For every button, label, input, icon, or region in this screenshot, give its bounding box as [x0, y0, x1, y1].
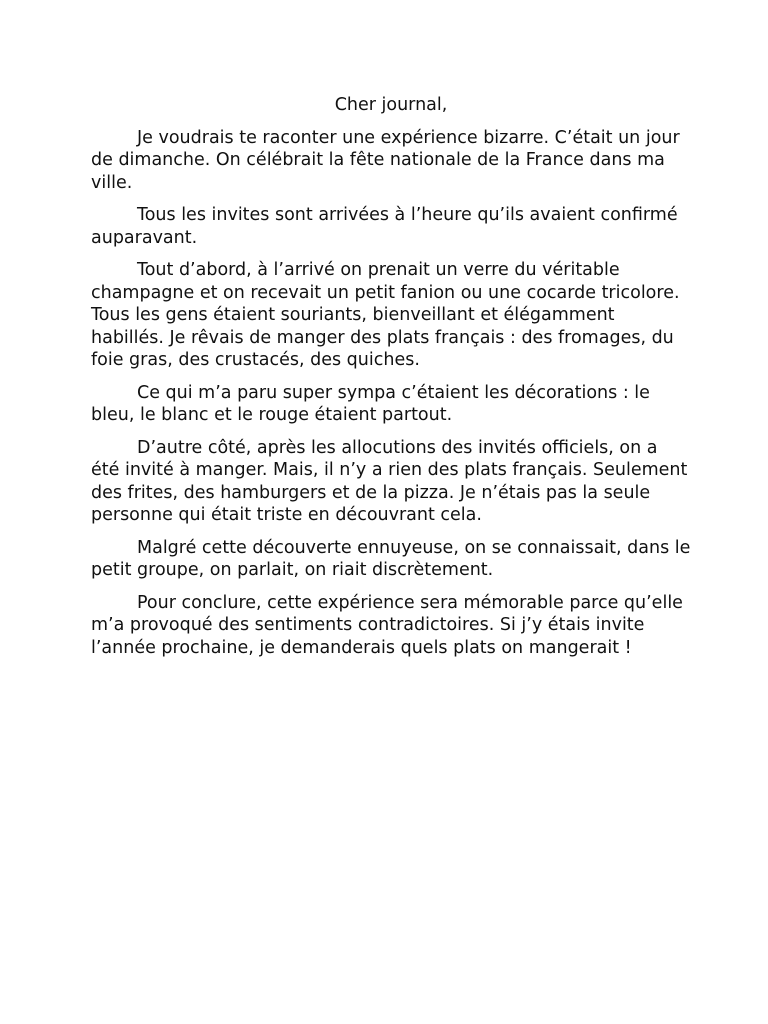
paragraph-1: Je voudrais te raconter une expérience bizarre. C’était un jour de dimanche. On célébrait la fête nationale de la France dans ma ville. — [91, 127, 680, 193]
paragraph-5: D’autre côté, après les allocutions des invités officiels, on a été invité à manger. Mais, il n’y a rien des plats français. Seulement des frites, des hamburgers et de la pizza. Je n’étais pas la seule personne qui était triste en découvrant cela. — [91, 437, 688, 525]
document-body — [91, 94, 691, 669]
paragraph-4: Ce qui m’a paru super sympa c’étaient les décorations : le bleu, le blanc et le rouge étaient partout. — [91, 382, 650, 425]
paragraph-6: Malgré cette découverte ennuyeuse, on se connaissait, dans le petit groupe, on parlait, on riait discrètement. — [91, 537, 691, 580]
greeting: Cher journal, — [334, 95, 448, 115]
paragraph-2: Tous les invites sont arrivées à l’heure qu’ils avaient confirmé auparavant. — [91, 205, 678, 248]
paragraph-7: Pour conclure, cette expérience sera mémorable parce qu’elle m’a provoqué des sentiments contradictoires. Si j’y étais invite l’année prochaine, je demanderais quels plats on mangerait ! — [91, 592, 683, 658]
paragraph-3: Tout d’abord, à l’arrivé on prenait un verre du véritable champagne et on recevait un petit fanion ou une cocarde tricolore. Tous les gens étaient souriants, bienveillant et élégamment habillés. Je rêvais de manger des plats français : des fromages, du foie gras, des crustacés, des quiches. — [91, 260, 680, 370]
